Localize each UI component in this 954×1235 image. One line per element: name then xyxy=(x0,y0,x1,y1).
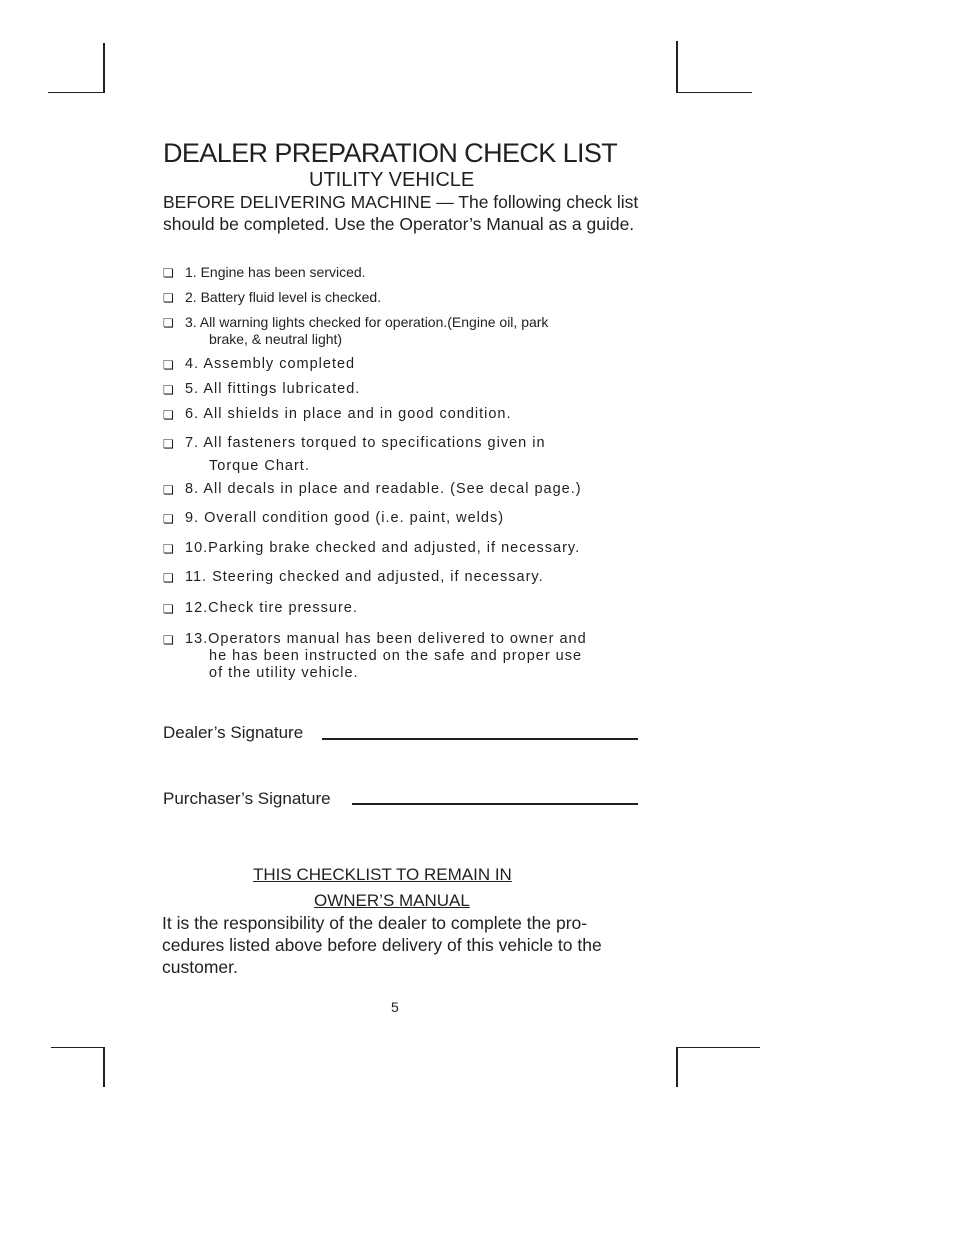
crop-mark-bottom-right-vertical xyxy=(676,1047,678,1087)
closing-paragraph: It is the responsibility of the dealer to complete the pro-cedures listed above before delivery of this vehicle to the customer. xyxy=(162,913,602,977)
crop-mark-bottom-left-vertical xyxy=(103,1047,105,1087)
checklist-item-text: 3. All warning lights checked for operation.(Engine oil, park xyxy=(185,314,549,330)
intro-paragraph: BEFORE DELIVERING MACHINE — The following check list should be completed. Use the Operator’s Manual as a guide. xyxy=(163,192,639,234)
checklist-item-text: 13.Operators manual has been delivered to owner and xyxy=(185,631,587,647)
crop-mark-bottom-right-horizontal xyxy=(676,1047,760,1048)
checkbox-icon: ❏ xyxy=(163,358,175,372)
checklist-item-text: 4. Assembly completed xyxy=(185,356,356,372)
crop-mark-top-left-vertical xyxy=(103,43,105,93)
checklist-item-text-continued: of the utility vehicle. xyxy=(209,665,359,681)
dealer-signature-line[interactable] xyxy=(322,738,638,740)
checkbox-icon: ❏ xyxy=(163,383,175,397)
checklist-item-text: 10.Parking brake checked and adjusted, if necessary. xyxy=(185,540,581,556)
checklist-item-text: 5. All fittings lubricated. xyxy=(185,381,361,397)
checkbox-icon: ❏ xyxy=(163,542,175,556)
checkbox-icon: ❏ xyxy=(163,571,175,585)
checkbox-icon: ❏ xyxy=(163,437,175,451)
checklist-item-text-continued: brake, & neutral light) xyxy=(209,331,343,347)
checkbox-icon: ❏ xyxy=(163,266,174,280)
checklist-item-text: 2. Battery fluid level is checked. xyxy=(185,289,382,305)
checkbox-icon: ❏ xyxy=(163,602,175,616)
checklist-item-text: 1. Engine has been serviced. xyxy=(185,264,366,280)
purchaser-signature-line[interactable] xyxy=(352,803,638,805)
checkbox-icon: ❏ xyxy=(163,316,174,330)
checklist-item-text: 11. Steering checked and adjusted, if necessary. xyxy=(185,569,544,585)
checkbox-icon: ❏ xyxy=(163,512,175,526)
notice-line-2: OWNER’S MANUAL xyxy=(314,891,470,910)
checklist-item-text: 7. All fasteners torqued to specifications given in xyxy=(185,435,546,451)
checklist-item-text: 6. All shields in place and in good condition. xyxy=(185,406,512,422)
notice-line-1: THIS CHECKLIST TO REMAIN IN xyxy=(253,865,512,884)
checklist-item-text: 9. Overall condition good (i.e. paint, welds) xyxy=(185,510,505,526)
crop-mark-top-right-horizontal xyxy=(676,92,752,93)
checklist-item-text: 12.Check tire pressure. xyxy=(185,600,358,616)
checkbox-icon: ❏ xyxy=(163,633,175,647)
crop-mark-bottom-left-horizontal xyxy=(51,1047,105,1048)
purchaser-signature-label: Purchaser’s Signature xyxy=(163,789,331,808)
crop-mark-top-left-horizontal xyxy=(48,92,105,93)
checklist-item-text-continued: he has been instructed on the safe and proper use xyxy=(209,648,583,664)
checkbox-icon: ❏ xyxy=(163,483,175,497)
page-subtitle: UTILITY VEHICLE xyxy=(309,169,475,191)
checkbox-icon: ❏ xyxy=(163,291,174,305)
checklist-item-text-continued: Torque Chart. xyxy=(209,458,310,474)
crop-mark-top-right-vertical xyxy=(676,41,678,93)
page-title: DEALER PREPARATION CHECK LIST xyxy=(163,138,618,168)
page-number: 5 xyxy=(391,999,399,1015)
checkbox-icon: ❏ xyxy=(163,408,175,422)
checklist-item-text: 8. All decals in place and readable. (See decal page.) xyxy=(185,481,582,497)
dealer-signature-label: Dealer’s Signature xyxy=(163,723,304,742)
